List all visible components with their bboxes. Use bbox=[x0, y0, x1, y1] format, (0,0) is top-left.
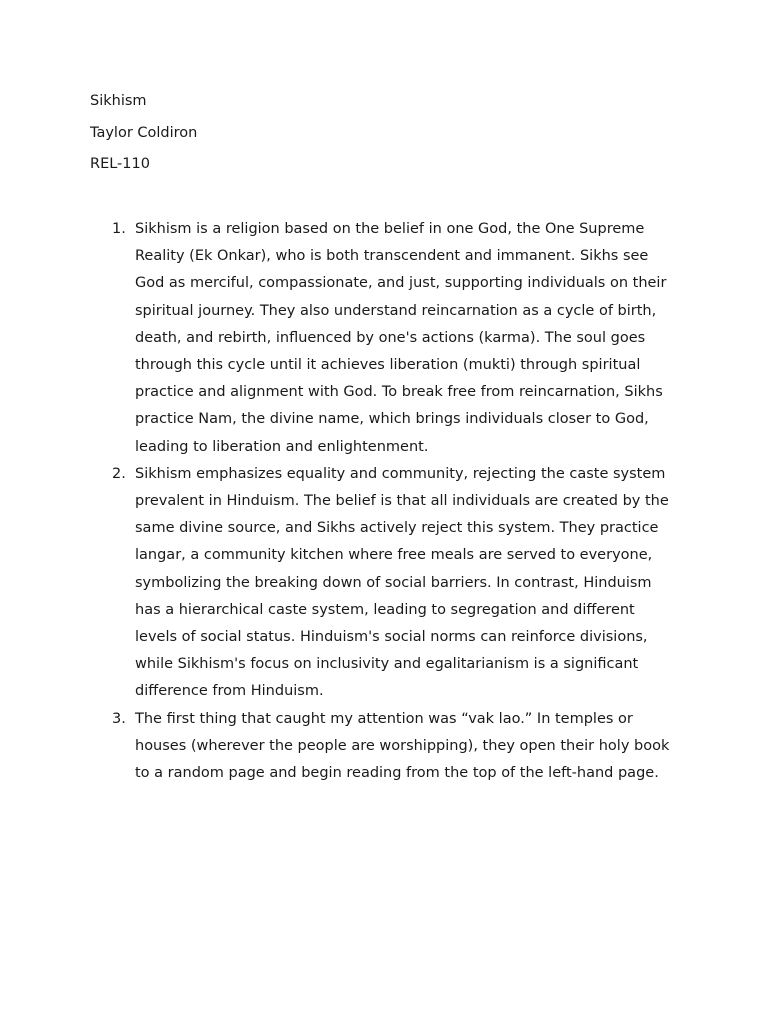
author-name: Taylor Coldiron bbox=[90, 125, 198, 141]
answer-number: 3. bbox=[112, 710, 126, 727]
answer-text: Sikhism emphasizes equality and community, rejecting the caste system prevalent in Hinduism. The belief is that all individuals are created by the same divine source, and Sikhs actively reject this system. They practice langar, a community kitchen where free meals are served to everyone, symbolizing the breaking down of social barriers. In contrast, Hinduism has a hierarchical caste system, leading to segregation and different levels of social status. Hinduism's social norms can reinforce divisions, while Sikhism's focus on inclusivity and egalitarianism is a significant difference from Hinduism. bbox=[135, 465, 669, 700]
answer-text: The first thing that caught my attention was “vak lao.” In temples or houses (wherever the people are worshipping), they open their holy book to a random page and begin reading from the top of the left-hand page. bbox=[135, 710, 670, 782]
answer-number: 1. bbox=[112, 221, 126, 237]
answer-item-3 bbox=[90, 706, 690, 788]
answer-number: 2. bbox=[112, 465, 126, 482]
answer-item-1 bbox=[90, 216, 690, 461]
answer-text: Sikhism is a religion based on the belief in one God, the One Supreme Reality (Ek Onkar), who is both transcendent and immanent. Sikhs see God as merciful, compassionate, and just, supporting individuals on their spiritual journey. They also understand reincarnation as a cycle of birth, death, and rebirth, influenced by one's actions (karma). The soul goes through this cycle until it achieves liberation (mukti) through spiritual practice and alignment with God. To break free from reincarnation, Sikhs practice Nam, the divine name, which brings individuals closer to God, leading to liberation and enlightenment. bbox=[135, 221, 667, 455]
course-code: REL-110 bbox=[90, 156, 150, 172]
answer-list bbox=[90, 216, 690, 787]
answer-item-2 bbox=[90, 461, 690, 706]
document-title: Sikhism bbox=[90, 93, 147, 109]
